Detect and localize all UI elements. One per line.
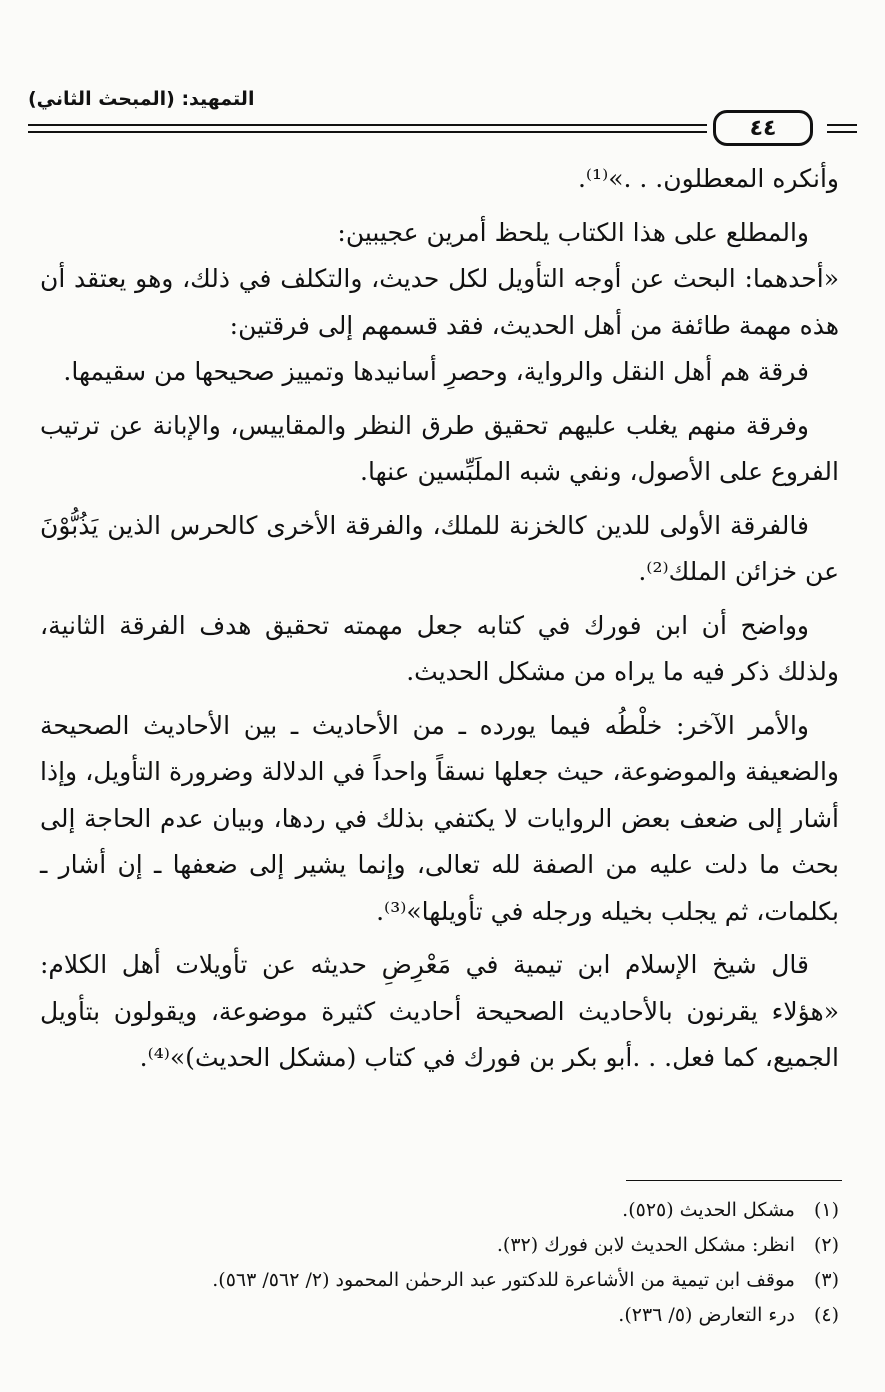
paragraph: قال شيخ الإسلام ابن تيمية في مَعْرِضِ حديثه عن تأويلات أهل الكلام: «هؤلاء يقرنون بالأحاديث الصحيحة أحاديث كثيرة موضوعة، ويقولون بتأويل الجميع، كما فعل. . .أبو بكر بن فورك في كتاب (مشكل الحديث)»⁽⁴⁾. bbox=[40, 950, 839, 1072]
quote-paragraph: «أحدهما: البحث عن أوجه التأويل لكل حديث، والتكلف في ذلك، وهو يعتقد أن هذه مهمة طائفة من أهل الحديث، فقد قسمهم إلى فرقتين: bbox=[40, 264, 839, 340]
header-rule bbox=[827, 131, 857, 133]
paragraph: والأمر الآخر: خلْطُه فيما يورده ـ من الأحاديث ـ بين الأحاديث الصحيحة والضعيفة والموضوعة، حيث جعلها نسقاً واحداً في الدلالة وضرورة التأويل، وإذا أشار إلى ضعف بعض الروايات لا يكتفي بذلك في ردها، وبيان عدم الحاجة إلى بحث ما دلت عليه من الصفة لله تعالى، وإنما يشير إلى ضعفها ـ إن أشار ـ بكلمات، ثم يجلب بخيله ورجله في تأويلها»⁽³⁾. bbox=[40, 710, 839, 926]
header-rule bbox=[827, 124, 857, 126]
paragraph: وواضح أن ابن فورك في كتابه جعل مهمته تحقيق هدف الفرقة الثانية، ولذلك ذكر فيه ما يراه من مشكل الحديث. bbox=[40, 610, 839, 686]
footnote-separator bbox=[626, 1180, 842, 1181]
footnote-number: (٢) bbox=[813, 1234, 839, 1256]
paragraph: والمطلع على هذا الكتاب يلحظ أمرين عجيبين: bbox=[337, 217, 809, 247]
footnote bbox=[40, 1228, 839, 1263]
paragraph: وفرقة منهم يغلب عليهم تحقيق طرق النظر والمقاييس، والإبانة عن ترتيب الفروع على الأصول، ونفي شبه الملَبِّسين عنها. bbox=[40, 410, 839, 486]
header-rule bbox=[28, 131, 707, 133]
footnote-text: موقف ابن تيمية من الأشاعرة للدكتور عبد الرحمٰن المحمود (٢/ ٥٦٢/ ٥٦٣). bbox=[212, 1269, 795, 1291]
footnotes bbox=[40, 1193, 839, 1333]
header-rule bbox=[28, 124, 707, 126]
running-title: التمهيد: (المبحث الثاني) bbox=[28, 88, 255, 110]
footnote bbox=[40, 1298, 839, 1333]
paragraph: فالفرقة الأولى للدين كالخزنة للملك، والفرقة الأخرى كالحرس الذين يَذُبُّوْنَ عن خزائن الملك⁽²⁾. bbox=[40, 510, 839, 586]
footnote bbox=[40, 1263, 839, 1298]
footnote-text: انظر: مشكل الحديث لابن فورك (٣٢). bbox=[496, 1234, 795, 1256]
footnote-number: (٣) bbox=[813, 1269, 839, 1291]
main-text bbox=[40, 156, 839, 1089]
paragraph: فرقة هم أهل النقل والرواية، وحصرِ أسانيدها وتمييز صحيحها من سقيمها. bbox=[63, 357, 809, 386]
footnote-text: درء التعارض (٥/ ٢٣٦). bbox=[618, 1304, 795, 1326]
footnote-text: مشكل الحديث (٥٢٥). bbox=[622, 1199, 795, 1221]
page-number: ٤٤ bbox=[713, 110, 813, 146]
footnote-number: (١) bbox=[813, 1199, 839, 1221]
footnote-number: (٤) bbox=[813, 1304, 839, 1326]
footnote bbox=[40, 1193, 839, 1228]
paragraph: وأنكره المعطلون. . .»⁽¹⁾. bbox=[577, 164, 839, 193]
